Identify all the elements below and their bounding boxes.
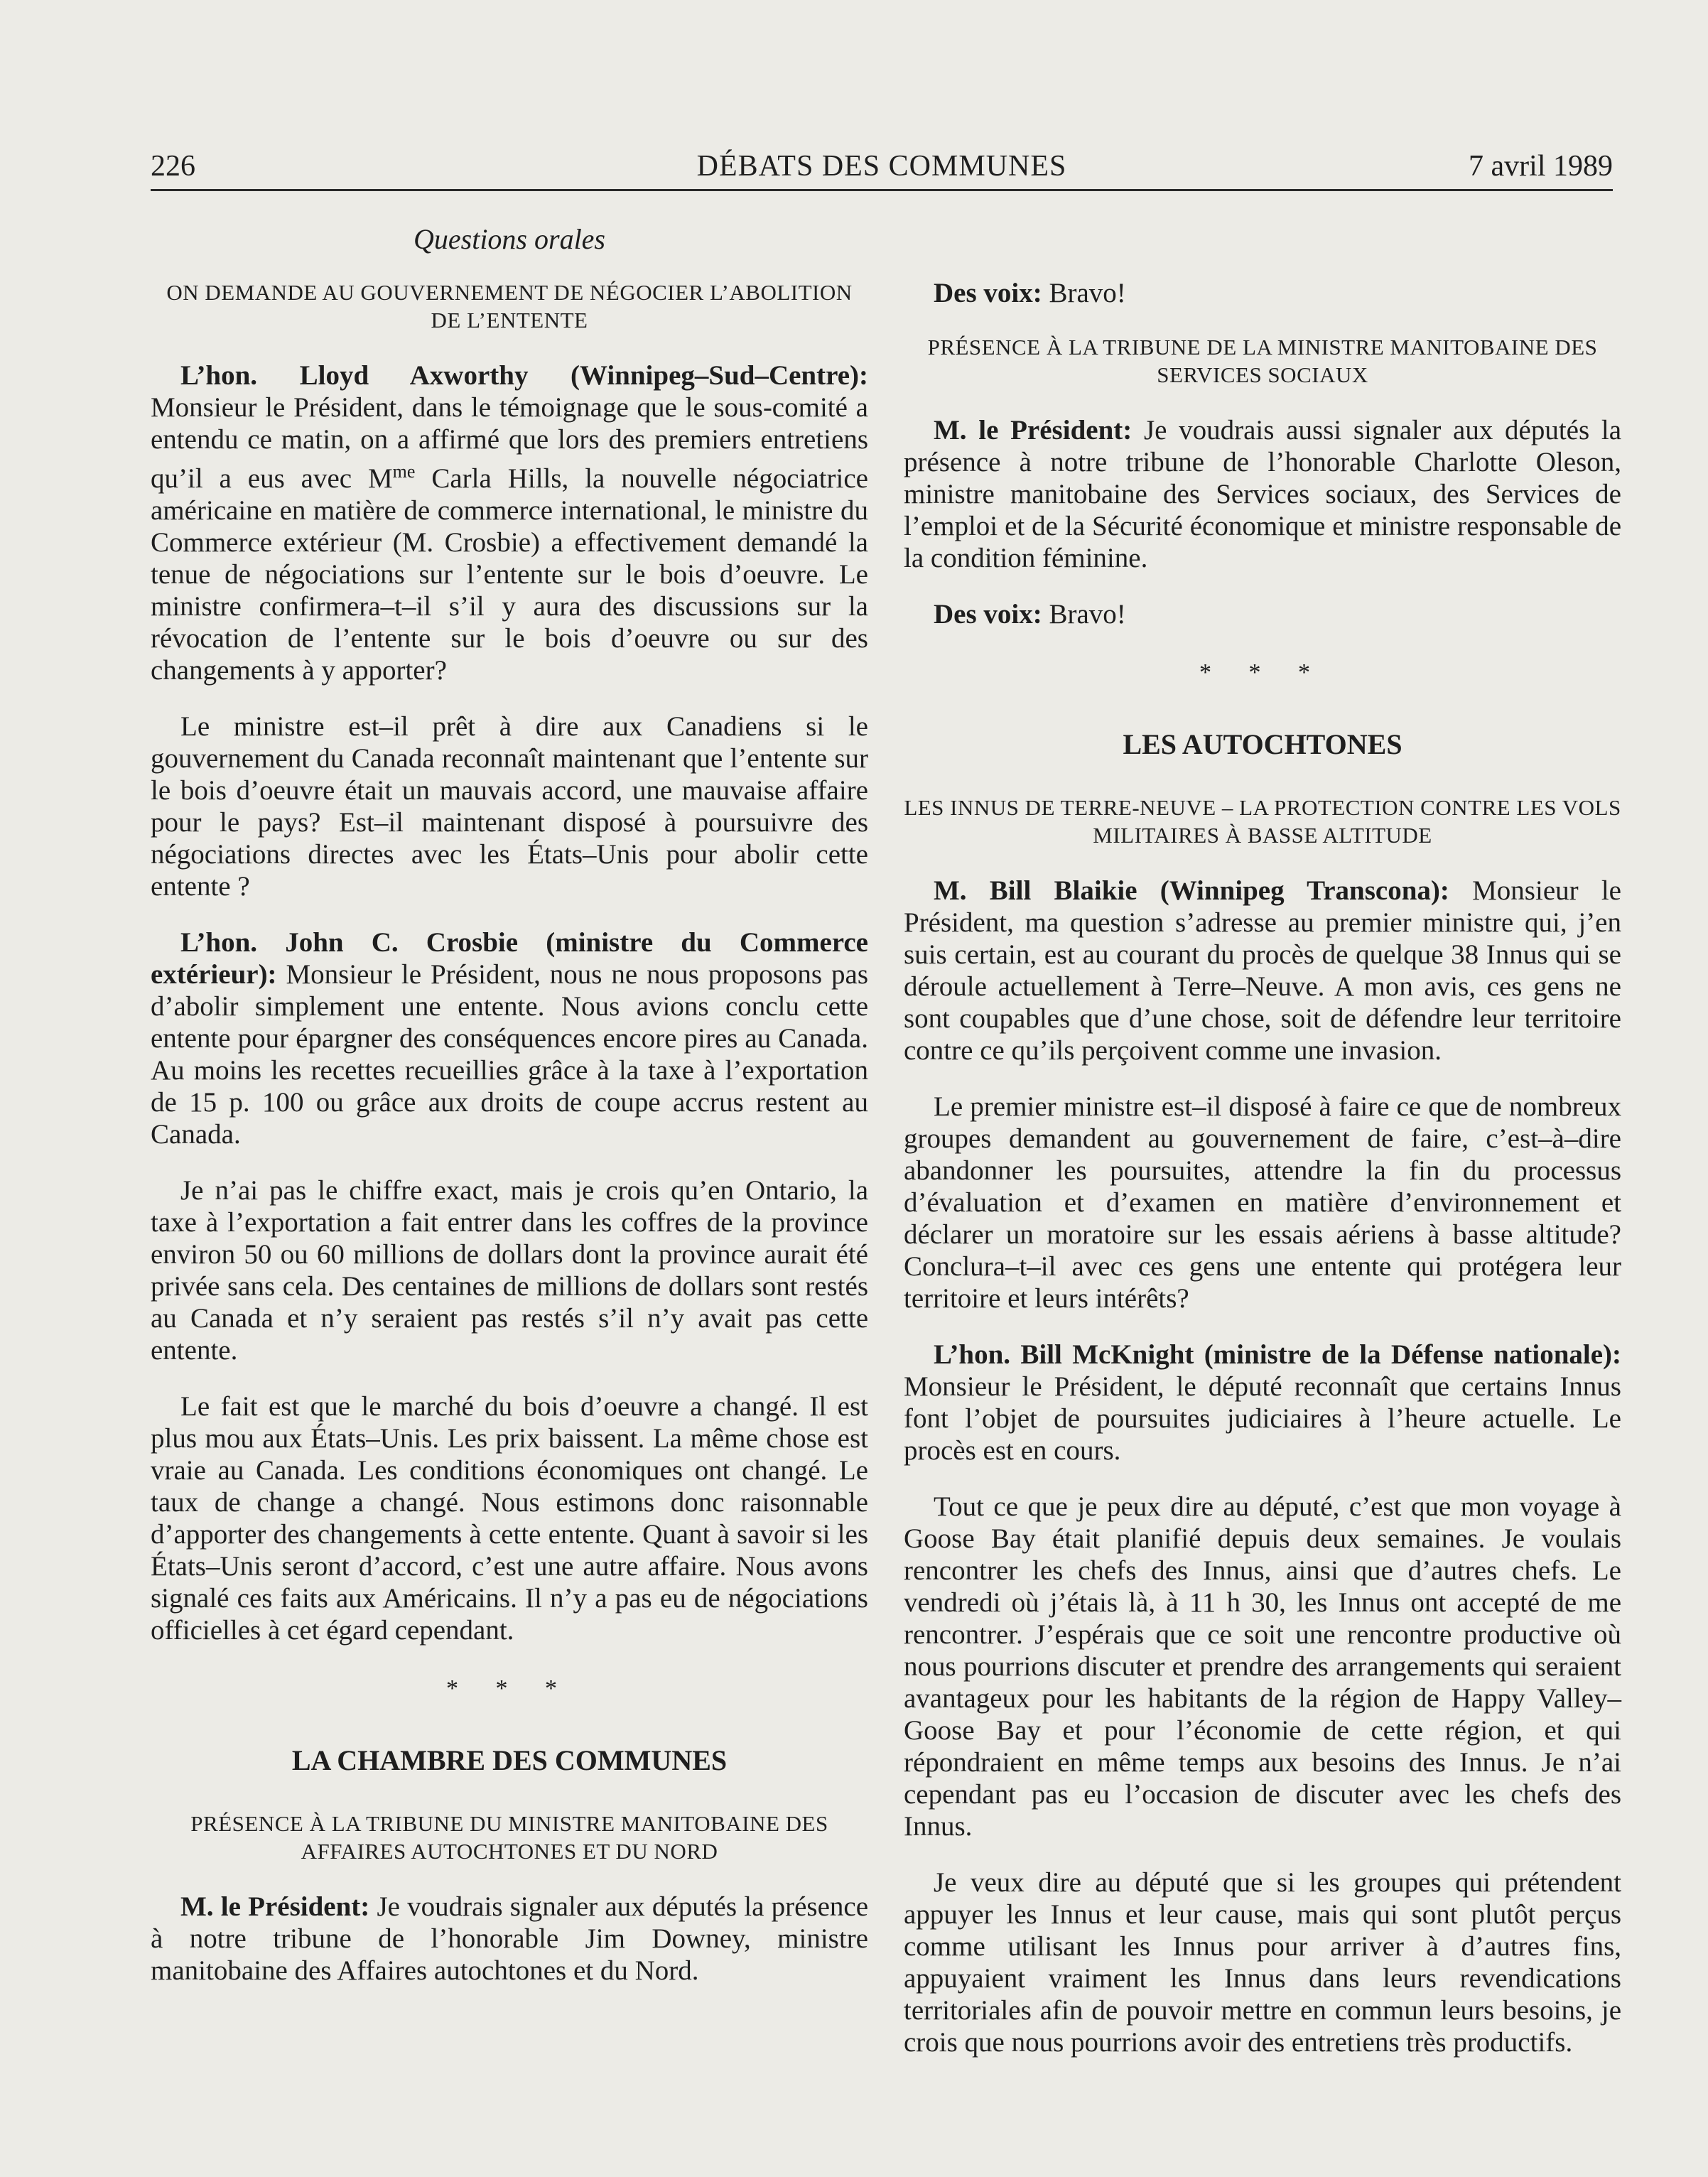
section-heading: LES AUTOCHTONES [1123, 728, 1402, 760]
paragraph [151, 927, 868, 1150]
paragraph [904, 598, 1621, 630]
header-rule [151, 189, 1613, 191]
superscript: me [392, 461, 416, 482]
left-column [151, 222, 868, 2011]
speaker-name: L’hon. Bill McKnight (ministre de la Défense nationale): [934, 1339, 1621, 1370]
paragraph: Je n’ai pas le chiffre exact, mais je crois qu’en Ontario, la taxe à l’exportation a fait entrer dans les coffres de la province environ 50 ou 60 millions de dollars dont la province aurait été privée sans cela. Des centaines de millions de dollars sont restés au Canada et n’y seraient pas restés s’il n’y avait pas cette entente. [151, 1175, 868, 1366]
paragraph-text: Je voudrais signaler aux députés la présence à notre tribune de l’honorable Jim Downey, ministre manitobaine des Affaires autochtones et du Nord. [151, 1891, 869, 1986]
right-column [904, 277, 1621, 2083]
paragraph-text: Monsieur le Président, dans le témoignage que le sous-comité a entendu ce matin, on a affirmé que lors des premiers entretiens qu’il a eus avec M [151, 392, 868, 494]
speaker-name: M. Bill Blaikie (Winnipeg Transcona): [934, 875, 1449, 906]
running-head [151, 145, 1613, 188]
subheading: PRÉSENCE À LA TRIBUNE DU MINISTRE MANITOBAINE DES AFFAIRES AUTOCHTONES ET DU NORD [190, 1811, 828, 1864]
journal-title: DÉBATS DES COMMUNES [696, 150, 1067, 183]
paragraph: Tout ce que je peux dire au député, c’est que mon voyage à Goose Bay était planifié depuis deux semaines. Je voulais rencontrer les chefs des Innus, ainsi que d’autres chefs. Le vendredi où j’étais là, à 11 h 30, les Innus ont accepté de me rencontrer. J’espérais que ce soit une rencontre productive où nous pourrions discuter et prendre des arrangements qui seraient avantageux pour les habitants de la région de Happy Valley–Goose Bay et pour l’économie de cette région, et qui répondraient en même temps aux besoins des Innus. Je n’ai cependant pas eu l’occasion de discuter avec les chefs des Innus. [904, 1491, 1621, 1842]
section-separator: * * * [1199, 659, 1326, 686]
paragraph: Le fait est que le marché du bois d’oeuvre a changé. Il est plus mou aux États–Unis. Les prix baissent. La même chose est vraie au Canada. Les conditions économiques ont changé. Le taux de change a changé. Nous estimons donc raisonnable d’apporter des changements à cette entente. Quant à savoir si les États–Unis seront d’accord, c’est une autre affaire. Nous avons signalé ces faits aux Américains. Il n’y a pas eu de négociations officielles à cet égard cependant. [151, 1391, 868, 1646]
paragraph-text: Monsieur le Président, nous ne nous proposons pas d’abolir simplement une entente. Nous avions conclu cette entente pour épargner des conséquences encore pires au Canada. Au moins les recettes recueillies grâce à la taxe à l’exportation de 15 p. 100 ou grâce aux droits de coupe accrus restent au Canada. [151, 959, 868, 1150]
paragraph-text: Carla Hills, la nouvelle négociatrice américaine en matière de commerce international, le ministre du Commerce extérieur (M. Crosbie) a effectivement demandé la tenue de négociations sur l’entente sur le bois d’oeuvre. Le ministre confirmera–t–il s’il y aura des discussions sur la révocation de l’entente sur le bois d’oeuvre ou sur des changements à y apporter? [151, 463, 868, 686]
paragraph [151, 1891, 868, 1987]
section-heading: LA CHAMBRE DES COMMUNES [291, 1744, 728, 1776]
subheading: LES INNUS DE TERRE-NEUVE – LA PROTECTION CONTRE LES VOLS MILITAIRES À BASSE ALTITUDE [904, 795, 1621, 848]
subheading: ON DEMANDE AU GOUVERNEMENT DE NÉGOCIER L’ABOLITION DE L’ENTENTE [166, 280, 853, 333]
paragraph-text: Bravo! [1042, 278, 1126, 308]
speaker-name: M. le Président: [934, 415, 1133, 445]
section-separator: * * * [446, 1675, 573, 1702]
paragraph [904, 414, 1621, 574]
speaker-name: L’hon. Lloyd Axworthy (Winnipeg–Sud–Centre): [180, 360, 868, 391]
paragraph [904, 277, 1621, 309]
speaker-name: Des voix: [934, 599, 1042, 630]
section-title: Questions orales [414, 223, 605, 255]
issue-date: 7 avril 1989 [1469, 150, 1613, 183]
subheading: PRÉSENCE À LA TRIBUNE DE LA MINISTRE MANITOBAINE DES SERVICES SOCIAUX [927, 335, 1598, 387]
paragraph-text: Bravo! [1042, 599, 1126, 630]
paragraph: Je veux dire au député que si les groupes qui prétendent appuyer les Innus et leur cause, mais qui sont plutôt perçus comme utilisant les Innus pour arriver à d’autres fins, appuyaient vraiment les Innus dans leurs revendications territoriales afin de pouvoir mettre en commun leurs besoins, je crois que nous pourrions avoir des entretiens très productifs. [904, 1867, 1621, 2058]
speaker-name: M. le Président: [180, 1891, 370, 1922]
paragraph [904, 875, 1621, 1066]
page-number: 226 [151, 150, 195, 183]
paragraph-text: Monsieur le Président, le député reconnaît que certains Innus font l’objet de poursuites judiciaires à l’heure actuelle. Le procès est en cours. [904, 1371, 1621, 1466]
paragraph: Le ministre est–il prêt à dire aux Canadiens si le gouvernement du Canada reconnaît maintenant que l’entente sur le bois d’oeuvre était un mauvais accord, une mauvaise affaire pour le pays? Est–il maintenant disposé à poursuivre des négociations directes avec les États–Unis pour abolir cette entente ? [151, 711, 868, 902]
paragraph: Le premier ministre est–il disposé à faire ce que de nombreux groupes demandent au gouvernement de faire, c’est–à–dire abandonner les poursuites, attendre la fin du processus d’évaluation et d’examen en matière d’environnement et déclarer un moratoire sur les essais aériens à basse altitude? Conclura–t–il avec ces gens une entente qui protégera leur territoire et leurs intérêts? [904, 1091, 1621, 1314]
speaker-name: Des voix: [934, 278, 1042, 308]
paragraph [904, 1339, 1621, 1466]
paragraph-text: Je voudrais aussi signaler aux députés la présence à notre tribune de l’honorable Charlotte Oleson, ministre manitobaine des Services sociaux, des Services de l’emploi et de la Sécurité économique et ministre responsable de la condition féminine. [904, 415, 1621, 573]
paragraph [151, 360, 868, 686]
speaker-name: L’hon. John C. Crosbie (ministre du Commerce extérieur): [151, 927, 868, 990]
paragraph-text: Monsieur le Président, ma question s’adresse au premier ministre qui, j’en suis certain, est au courant du procès de quelque 38 Innus qui se déroule actuellement à Terre–Neuve. A mon avis, ces gens ne sont coupables que d’une chose, soit de défendre leur territoire contre ce qu’ils perçoivent comme une invasion. [904, 875, 1621, 1066]
